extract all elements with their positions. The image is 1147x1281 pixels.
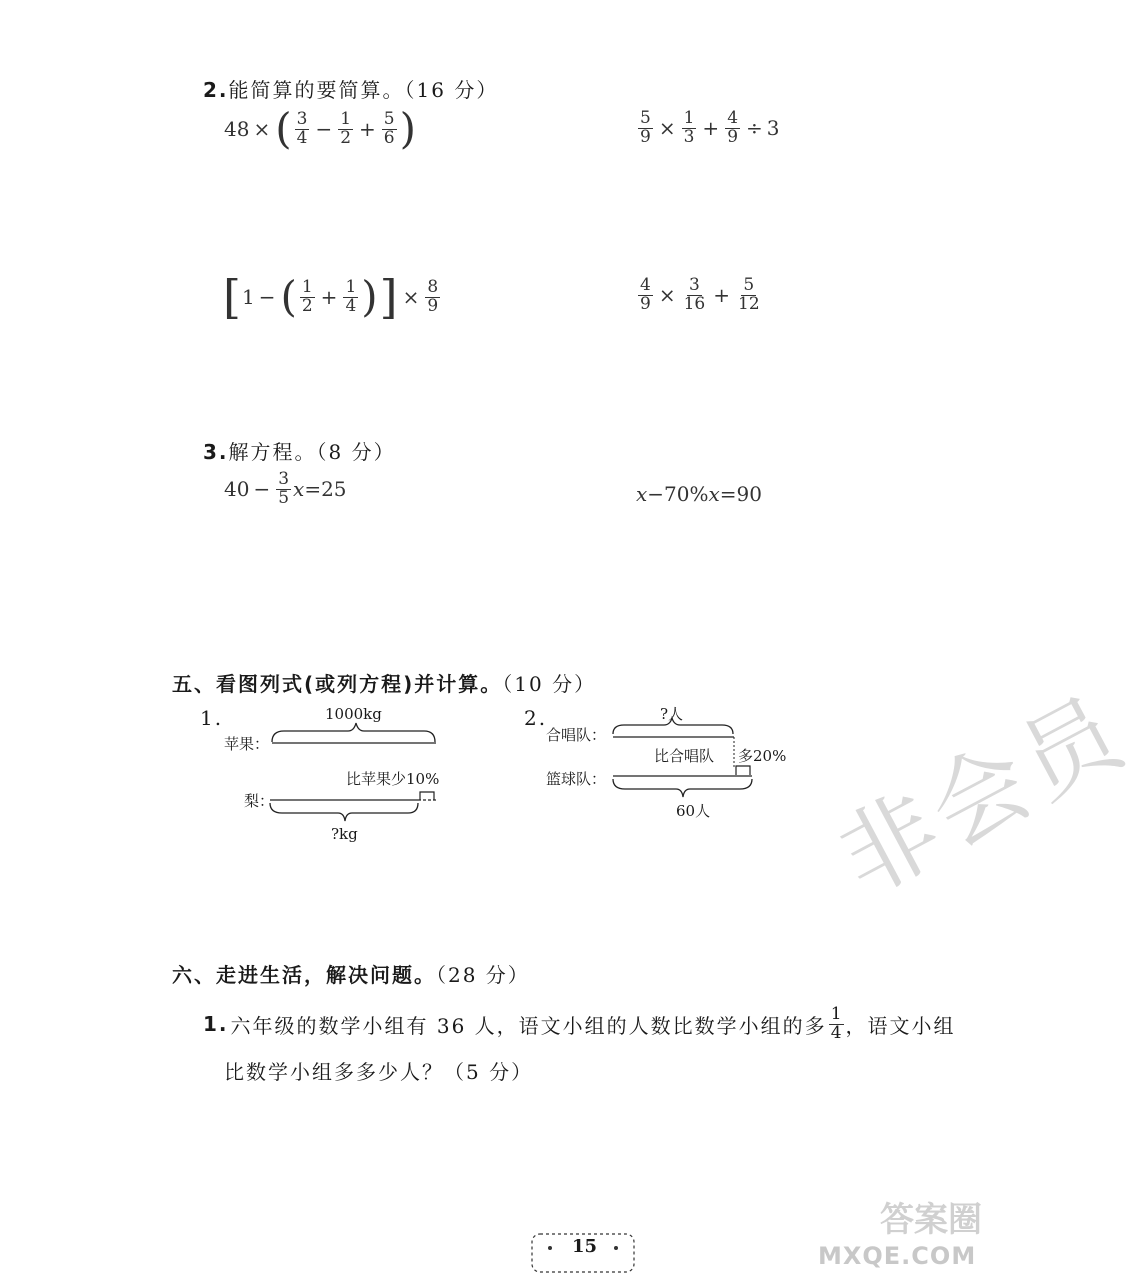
fraction: $\frac{1}{2}$ [340,108,352,148]
fraction: $\frac{3}{4}$ [296,108,308,148]
q2-expression-4: $\frac{4}{9}$ × $\frac{3}{16}$ + $\frac{5}{12}$ [640,275,760,314]
pear-label: 梨： [244,792,275,810]
basketball-total-label: 60人 [676,802,711,820]
q2-expression-1: 48 × ( $\frac{3}{4}$ − $\frac{1}{2}$ + $\frac{5}{6}$ ) [224,104,417,153]
pear-brace [270,803,418,821]
q2-number: 2. [203,78,229,102]
section-6-title: 六、走进生活，解决问题。 [172,963,436,987]
diagram-2-number: 2. [524,706,548,730]
sec6-problem-1-text2: ，语文小组 [845,1013,956,1038]
q2-expression-2: $\frac{5}{9}$ × $\frac{1}{3}$ + $\frac{4}{9}$ ÷ 3 [640,108,780,147]
sec6-problem-1-line2 [224,1056,533,1085]
fraction: $\frac{1}{3}$ [683,108,695,147]
more-percent-label: 多20% [738,747,787,765]
diagram-1-number: 1. [200,706,224,730]
q2-points: （16 分） [404,78,499,102]
basketball-brace [613,779,752,797]
q3-equation-2: x −70% x =90 [636,482,762,506]
watermark-logo: 答案圈 [880,1200,982,1240]
fraction: $\frac{8}{9}$ [427,276,439,316]
fraction: $\frac{1}{2}$ [301,276,313,316]
q3-heading [203,436,396,465]
q3-title: 解方程。 [228,440,317,464]
fraction: $\frac{4}{9}$ [727,108,739,147]
choir-total-label: ?人 [660,705,684,723]
section-6-heading [172,959,530,988]
choir-brace [613,718,733,734]
section-5-points: （10 分） [502,672,597,696]
sec6-problem-1-line1 [203,1006,956,1043]
section-5-title: 五、看图列式(或列方程)并计算。 [172,672,503,696]
fraction: $\frac{4}{9}$ [640,275,651,314]
basketball-label: 篮球队： [546,770,607,788]
apple-total-label: 1000kg [325,705,382,723]
sec6-problem-1-number: 1. [203,1012,229,1037]
q3-number: 3. [203,440,229,464]
section-6-points: （28 分） [436,963,530,987]
q3-equation-1: 40 − $\frac{3}{5}$ x =25 [224,469,347,508]
q2-heading [203,74,498,103]
section-5-heading [172,668,596,697]
less-brace [420,792,434,800]
fraction: $\frac{5}{9}$ [640,108,651,147]
q3-points: （8 分） [316,440,396,464]
fraction: $\frac{3}{16}$ [683,275,706,314]
apple-brace [272,723,435,742]
more-brace [736,766,750,775]
q2-expression-3: [ 1 − ( $\frac{1}{2}$ + $\frac{1}{4}$ ) ] × $\frac{8}{9}$ [223,270,439,324]
sec6-problem-1-points: （5 分） [444,1060,534,1084]
more-than-choir-label: 比合唱队 [654,747,715,765]
fraction: $\frac{3}{5}$ [278,469,290,508]
sec6-problem-1-text1: 六年级的数学小组有 36 人，语文小组的人数比数学小组的多 [230,1013,827,1038]
fraction: $\frac{1}{4}$ [345,276,357,316]
fraction: $\frac{5}{6}$ [383,108,395,148]
choir-label: 合唱队： [546,726,607,744]
pear-less-label: 比苹果少10% [346,770,440,788]
watermark-url: MXQE.COM [818,1242,977,1270]
page-number: 15 [572,1236,598,1257]
apple-label: 苹果： [224,735,270,753]
fraction: $\frac{5}{12}$ [738,275,760,314]
pear-total-label: ?kg [331,825,358,843]
fraction: $\frac{1}{4}$ [830,1004,842,1043]
sec6-problem-1-text3: 比数学小组多多少人？ [224,1060,444,1084]
watermark-text: 非会员 [821,674,1145,917]
q2-title: 能简算的要简算。 [228,78,405,102]
